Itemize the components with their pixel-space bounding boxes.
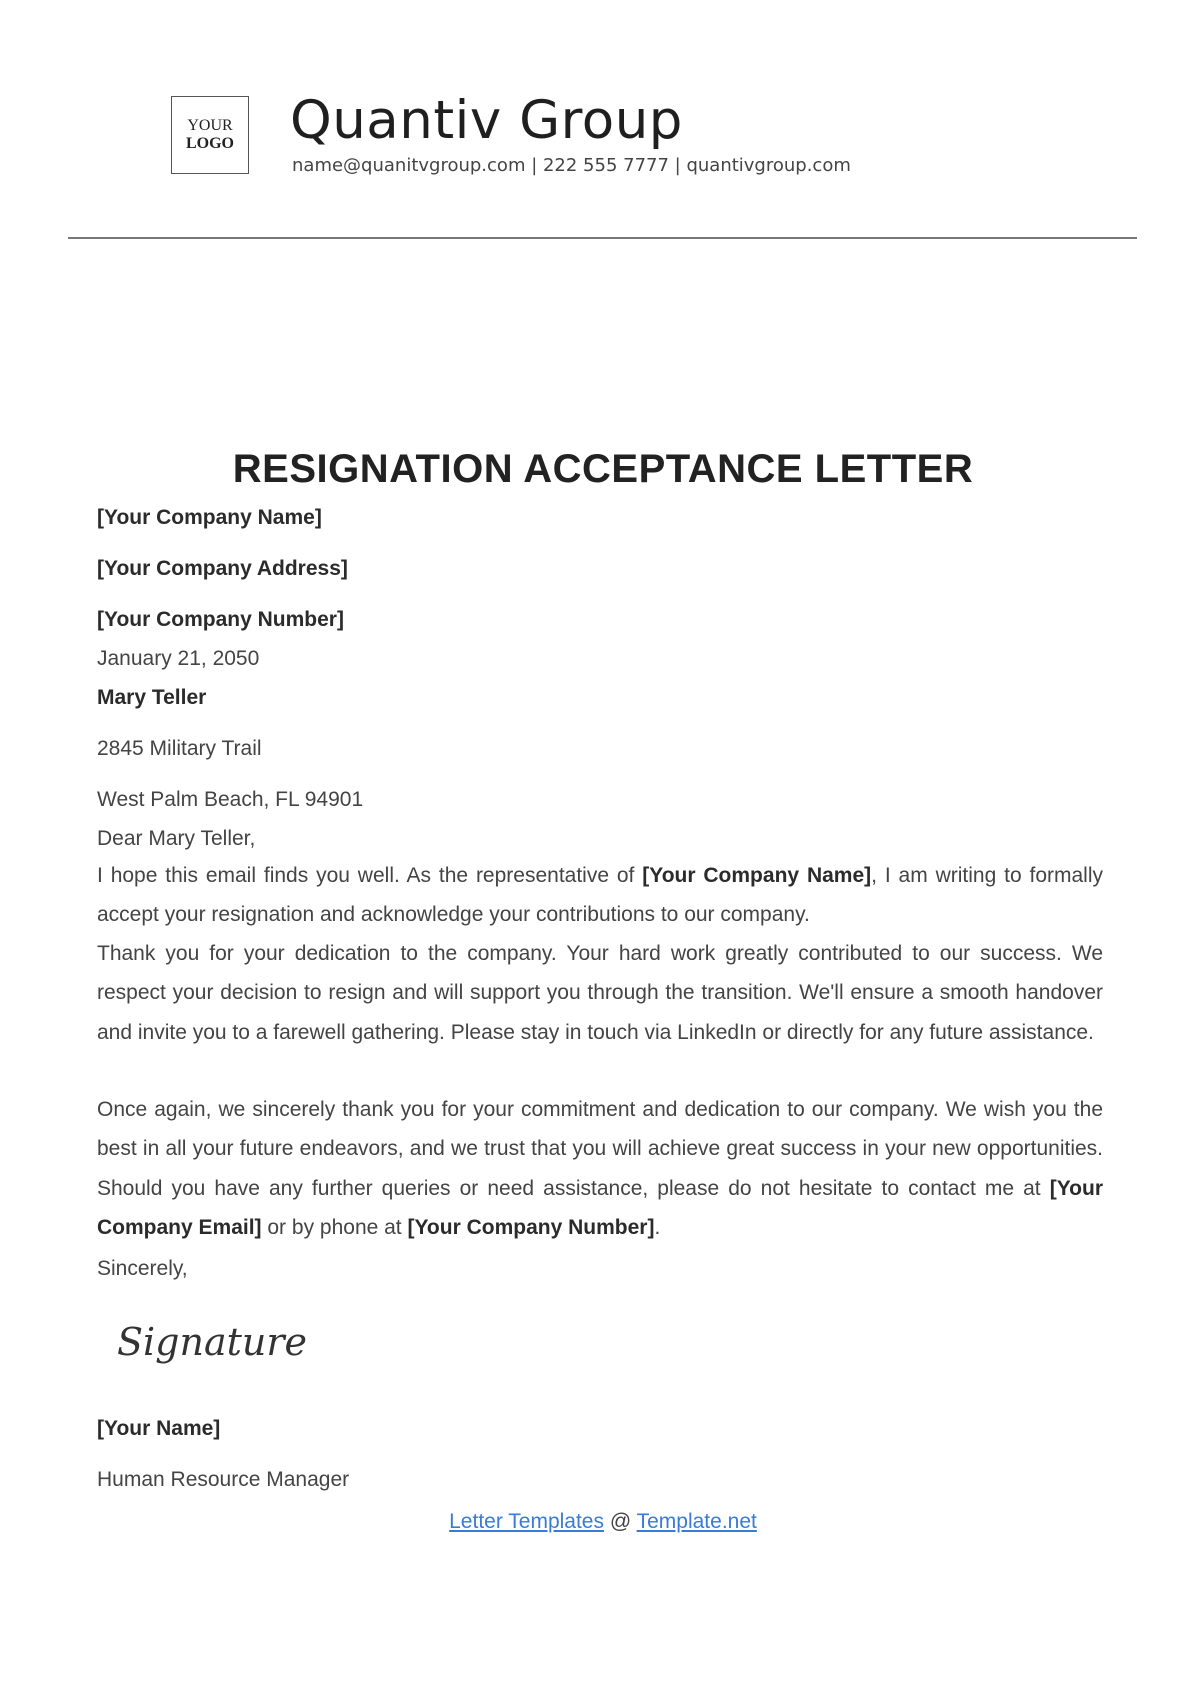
footer-credit [0,1510,1200,1534]
paragraph-3-text: Once again, we sincerely thank you for your commitment and dedication to our company. We wish you the best in all your future endeavors, and we trust that you will achieve great success in your new opportunities. Should you have any further queries or need assistance, please do not hesitate to contact me at [97,1098,1103,1200]
paragraph-1-company-name: [Your Company Name] [642,864,872,887]
letterhead [171,90,1071,186]
signer-title: Human Resource Manager [97,1468,350,1491]
logo-line-1: YOUR [187,117,233,134]
letter-templates-link[interactable]: Letter Templates [449,1510,604,1533]
paragraph-3-end: . [654,1215,661,1239]
signer-name: [Your Name] [97,1417,221,1440]
paragraph-3 [97,1090,1103,1247]
recipient-city: West Palm Beach, FL 94901 [97,788,364,811]
logo-placeholder [171,96,249,174]
logo-line-2: LOGO [185,135,234,152]
paragraph-3-email: [Your Company Email] [97,1176,1103,1239]
paragraph-2: Thank you for your dedication to the company. Your hard work greatly contributed to our success. We respect your decision to resign and will support you through the transition. We'll ensure a smooth handover and invite you to a farewell gathering. Please stay in touch via LinkedIn or directly for any future assistance. [97,942,1103,1044]
signature: Signature [117,1320,308,1364]
recipient-street: 2845 Military Trail [97,737,262,760]
company-contact: name@quanitvgroup.com | 222 555 7777 | quantivgroup.com [292,155,851,176]
sender-company-name: [Your Company Name] [97,506,322,529]
header-divider [68,237,1137,239]
paragraph-1 [97,856,1103,935]
paragraph-1-text-end: , I am writing to formally accept your resignation and acknowledge your contributions to our company. [97,864,1103,927]
template-net-link[interactable]: Template.net [636,1510,757,1533]
letter-date: January 21, 2050 [97,647,260,670]
salutation: Dear Mary Teller, [97,827,256,850]
recipient-name: Mary Teller [97,686,207,709]
sender-company-number: [Your Company Number] [97,608,344,631]
paragraph-1-text: I hope this email finds you well. As the representative of [97,864,643,887]
paragraph-3-middle: or by phone at [261,1215,408,1239]
sender-company-address: [Your Company Address] [97,557,348,580]
paragraph-3-number: [Your Company Number] [407,1215,655,1239]
footer-separator: @ [604,1510,637,1533]
company-name: Quantiv Group [290,90,683,151]
closing: Sincerely, [97,1257,188,1280]
letter-title: RESIGNATION ACCEPTANCE LETTER [232,447,974,491]
